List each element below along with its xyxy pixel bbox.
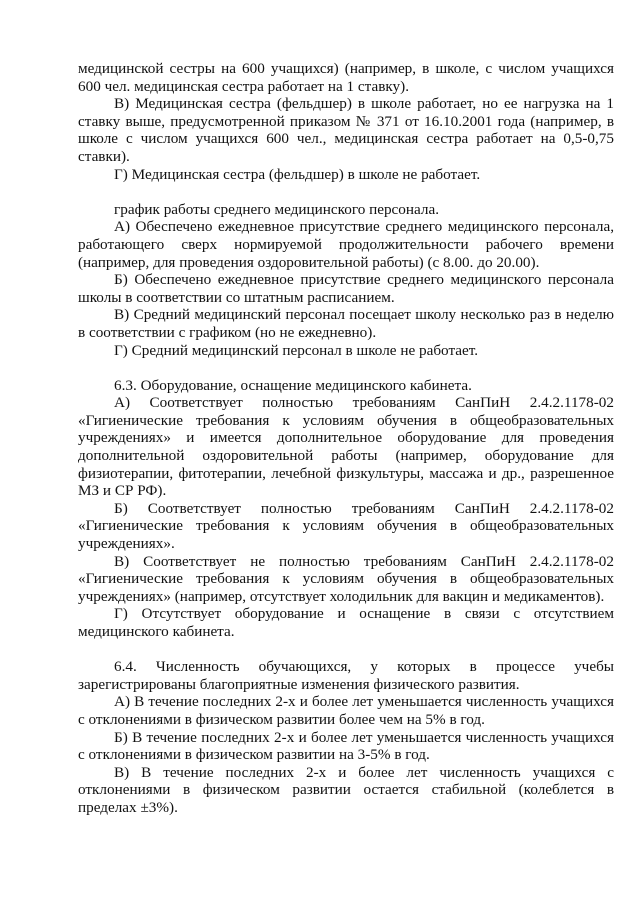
paragraph-continuation: медицинской сестры на 600 учащихся) (например, в школе, с числом учащихся 600 чел. медицинская сестра работает на 1 ставку). <box>78 60 614 95</box>
option-g-schedule: Г) Средний медицинский персонал в школе не работает. <box>114 341 479 359</box>
option-a-physical: А) В течение последних 2-х и более лет уменьшается численность учащихся с отклонениями в физическом развитии более чем на 5% в год. <box>78 693 614 728</box>
option-g-nurse-absent: Г) Медицинская сестра (фельдшер) в школе не работает. <box>114 165 481 183</box>
option-v-nurse-overload: В) Медицинская сестра (фельдшер) в школе работает, но ее нагрузка на 1 ставку выше, предусмотренной приказом № 371 от 16.10.2001 года (например, в школе с числом учащихся 600 чел., медицинская сестра работает на 0,5-0,75 ставки). <box>78 95 614 165</box>
section-heading-schedule: график работы среднего медицинского персонала. <box>114 200 440 218</box>
option-b-physical: Б) В течение последних 2-х и более лет уменьшается численность учащихся с отклонениями в физическом развитии на 3-5% в год. <box>78 728 614 764</box>
option-v-schedule: В) Средний медицинский персонал посещает школу несколько раз в неделю в соответствии с графиком (но не ежедневно). <box>78 306 614 341</box>
option-a-schedule: А) Обеспечено ежедневное присутствие среднего медицинского персонала, работающего сверх нормируемой продолжительности рабочего времени (например, для проведения оздоровительной работы) (с 8.00. до 20.00). <box>78 218 614 271</box>
option-g-equipment: Г) Отсутствует оборудование и оснащение в связи с отсутствием медицинского кабинета. <box>78 605 614 640</box>
option-b-schedule: Б) Обеспечено ежедневное присутствие среднего медицинского персонала школы в соответствии со штатным расписанием. <box>78 271 614 306</box>
spacer <box>78 641 614 659</box>
option-v-equipment: В) Соответствует не полностью требованиям СанПиН 2.4.2.1178-02 «Гигиенические требования к условиям обучения в общеобразовательных учреждениях» (например, отсутствует холодильник для вакцин и медикаментов). <box>78 552 614 605</box>
section-heading-6-4: 6.4. Численность обучающихся, у которых в процессе учебы зарегистрированы благоприятные изменения физического развития. <box>78 658 614 693</box>
document-page <box>78 60 614 817</box>
spacer <box>78 359 614 377</box>
section-heading-6-3: 6.3. Оборудование, оснащение медицинского кабинета. <box>114 376 472 394</box>
spacer <box>78 183 614 201</box>
option-v-physical: В) В течение последних 2-х и более лет численность учащихся с отклонениями в физическом развитии остается стабильной (колеблется в пределах ±3%). <box>78 763 614 816</box>
option-b-equipment: Б) Соответствует полностью требованиям СанПиН 2.4.2.1178-02 «Гигиенические требования к условиям обучения в общеобразовательных учреждениях». <box>78 499 614 553</box>
option-a-equipment: А) Соответствует полностью требованиям СанПиН 2.4.2.1178-02 «Гигиенические требования к условиям обучения в общеобразовательных учреждениях» и имеется дополнительное оборудование для проведения дополнительной оздоровительной работы (например, оборудование для физиотерапии, фитотерапии, лечебной физкультуры, массажа и др., разрешенное МЗ и СР РФ). <box>78 394 614 500</box>
